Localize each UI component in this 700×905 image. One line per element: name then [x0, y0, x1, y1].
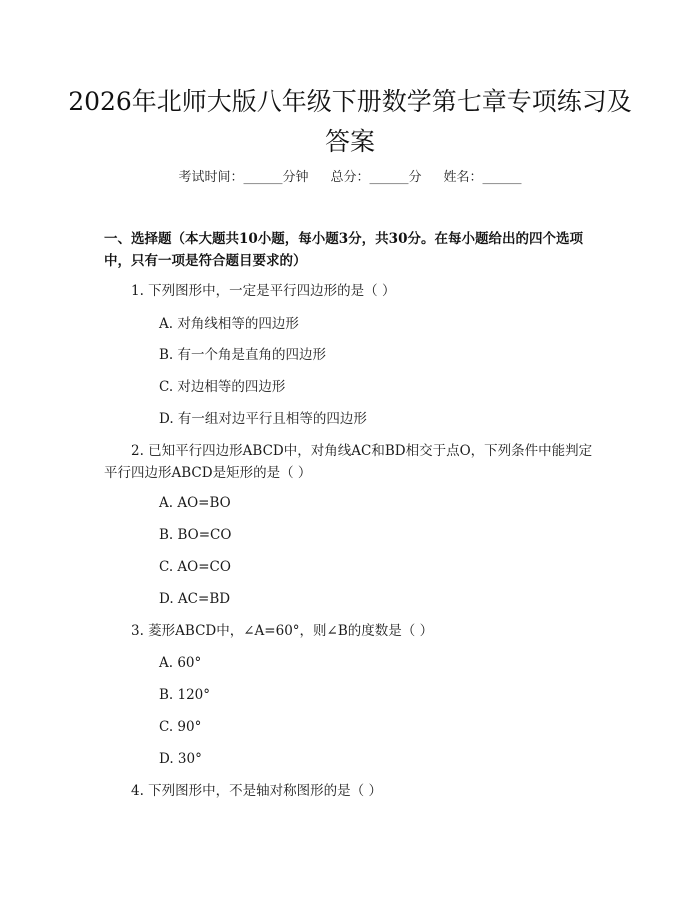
question-1-option-a: A. 对角线相等的四边形 — [159, 316, 299, 332]
exam-meta — [0, 168, 700, 188]
exam-time: 考试时间：______分钟 — [178, 170, 309, 185]
question-3-option-b: B. 120° — [159, 687, 211, 703]
question-3-option-a: A. 60° — [159, 655, 202, 671]
question-4-stem: 4. 下列图形中，不是轴对称图形的是（ ） — [131, 783, 382, 799]
question-1-stem: 1. 下列图形中，一定是平行四边形的是（ ） — [131, 283, 396, 299]
question-2-option-a: A. AO=BO — [159, 495, 231, 511]
question-2-stem: 2. 已知平行四边形ABCD中，对角线AC和BD相交于点O，下列条件中能判定平行四边形ABCD是矩形的是（ ） — [104, 443, 593, 481]
question-1-option-d: D. 有一组对边平行且相等的四边形 — [159, 411, 367, 427]
student-name: 姓名：______ — [443, 170, 522, 185]
question-3-stem: 3. 菱形ABCD中，∠A=60°，则∠B的度数是（ ） — [131, 623, 434, 639]
question-2-option-d: D. AC=BD — [159, 591, 231, 607]
document-title: 2026年北师大版八年级下册数学第七章专项练习及答案 — [68, 87, 632, 156]
total-score: 总分：______分 — [330, 170, 422, 185]
question-2-option-c: C. AO=CO — [159, 559, 231, 575]
question-3-option-d: D. 30° — [159, 751, 202, 767]
question-2-option-b: B. BO=CO — [159, 527, 232, 543]
question-3-option-c: C. 90° — [159, 719, 202, 735]
question-1-option-b: B. 有一个角是直角的四边形 — [159, 347, 327, 363]
section-heading-choice: 一、选择题（本大题共10小题，每小题3分，共30分。在每小题给出的四个选项中，只有一项是符合题目要求的） — [104, 231, 583, 269]
question-1-option-c: C. 对边相等的四边形 — [159, 379, 286, 395]
